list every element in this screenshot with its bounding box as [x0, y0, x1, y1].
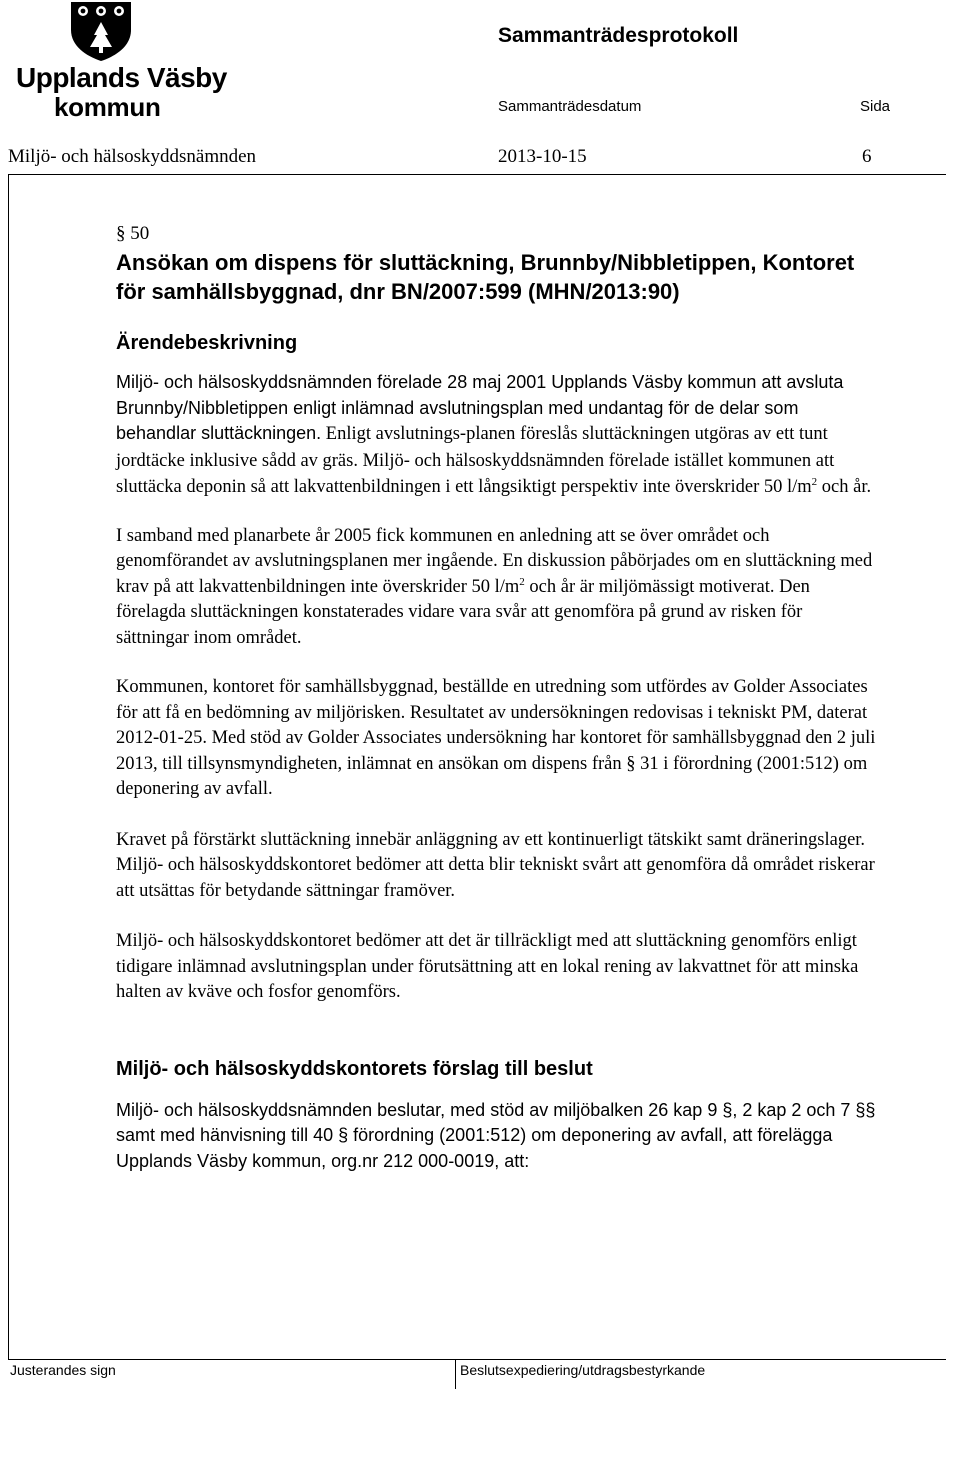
paragraph-1-part-a: Miljö- och hälsoskyddsnämnden förelade 28 maj 2001 Upplands Väsby kommun att avsluta Brunnby/Nibbletippen enligt inlämnad avslutningsplan med undantag för de delar som behandlar sluttäckningen.: [116, 372, 844, 443]
paragraph-4: Kravet på förstärkt sluttäckning innebär anläggning av ett kontinuerligt tätskikt samt dräneringslager. Miljö- och hälsoskyddskontoret bedömer att detta blir tekniskt svårt att genomföra då området riskerar att utsättas för betydande sättningar framöver.: [116, 829, 875, 901]
paragraph-2-part-a: I samband med planarbete år 2005 fick kommunen en anledning att se över området och genomförandet av avslutningsplanen mer ingående. En diskussion påbörjades om en sluttäckning med krav på att lakvattenbildningen inte överskrider 50 l/m: [116, 525, 873, 597]
footer-expedition-label: Beslutsexpediering/utdragsbestyrkande: [460, 1362, 706, 1378]
meeting-date-label: Sammanträdesdatum: [498, 98, 642, 115]
header-divider: [8, 174, 946, 175]
paragraph-1: [116, 370, 876, 501]
footer-divider: [8, 1359, 946, 1360]
heading-case-description: Ärendebeskrivning: [116, 332, 298, 354]
page-label: Sida: [860, 98, 891, 115]
page-number: 6: [862, 146, 872, 167]
paragraph-1-part-b: Enligt avslutnings-planen föreslås sluttäckningen utgöras av ett tunt jordtäcke inklusive sådd av gräs. Miljö- och hälsoskyddsnämnden förelade istället kommunen att sluttäcka deponin så att lakvattenbildningen i ett långsiktigt perspektiv inte överskrider 50 l/m: [116, 424, 835, 497]
document-body: [116, 222, 876, 1174]
section-number: § 50: [116, 223, 150, 244]
paragraph-2-superscript: 2: [519, 575, 525, 588]
footer-sign-label: Justerandes sign: [10, 1362, 116, 1378]
paragraph-5: Miljö- och hälsoskyddskontoret bedömer att det är tillräckligt med att sluttäckning genomförs enligt tidigare inlämnad avslutningsplan under förutsättning att en lokal rening av lakvattnet för att minska halten av kväve och fosfor genomförs.: [116, 931, 859, 1002]
heading-proposal: Miljö- och hälsoskyddskontorets förslag till beslut: [116, 1057, 593, 1080]
paragraph-2: [116, 524, 876, 652]
left-margin-rule: [8, 174, 9, 1359]
municipality-logo: [8, 0, 227, 125]
paragraph-3: Kommunen, kontoret för samhällsbyggnad, beställde en utredning som utfördes av Golder Associates för att få en bedömning av miljörisken. Resultatet av undersökningen redovisas i tekniskt PM, daterat 2012-01-25. Med stöd av Golder Associates undersökning har kontoret för samhällsbyggnad den 2 juli 2013, till tillsynsmyndigheten, inlämnat en ansökan om dispens från § 31 i förordning (2001:512) om deponering av avfall.: [116, 677, 876, 799]
crown-shield-emblem-icon: [68, 0, 134, 62]
case-title: Ansökan om dispens för sluttäckning, Brunnby/Nibbletippen, Kontoret för samhällsbyggnad, dnr BN/2007:599 (MHN/2013:90): [116, 250, 855, 304]
paragraph-6: Miljö- och hälsoskyddsnämnden beslutar, med stöd av miljöbalken 26 kap 9 §, 2 kap 2 och 7 §§ samt med hänvisning till 40 § förordning (2001:512) om deponering av avfall, att förelägga Upplands Väsby kommun, org.nr 212 000-0019, att:: [116, 1099, 876, 1171]
committee-name: Miljö- och hälsoskyddsnämnden: [8, 146, 257, 167]
document-type-title: Sammanträdesprotokoll: [498, 24, 739, 47]
meeting-date: 2013-10-15: [498, 146, 587, 167]
paragraph-2-part-b: och år är miljömässigt motiverat. Den förelagda sluttäckningen konstaterades vidare vara svår att genomföra på grund av risken för sättningar inom området.: [116, 576, 810, 648]
paragraph-1-superscript: 2: [811, 476, 818, 488]
footer-column-divider: [455, 1359, 456, 1389]
paragraph-1-part-c: och år.: [817, 477, 872, 497]
logo-municipality-name: Upplands Väsby: [16, 62, 227, 93]
logo-kommun-text: kommun: [54, 92, 161, 122]
